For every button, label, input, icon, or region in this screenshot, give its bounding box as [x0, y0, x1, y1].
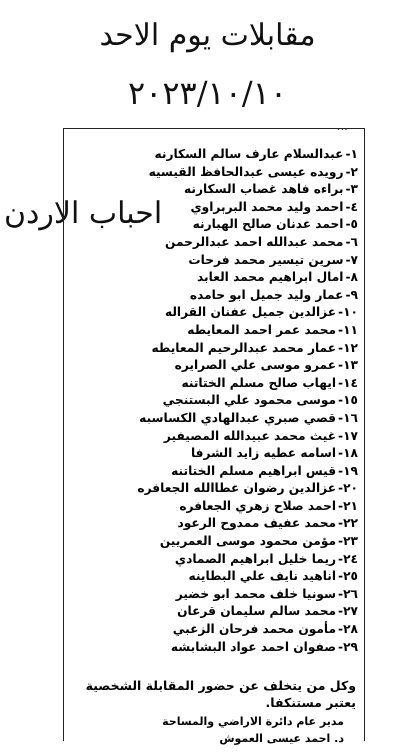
entry-name: براءه فاهد غصاب السكارنه — [183, 182, 344, 197]
entry-number: ١٨- — [338, 446, 358, 461]
entry-number: ١- — [345, 147, 358, 161]
list-item — [66, 463, 358, 481]
signature-name: د. احمد عيسى العموش — [219, 732, 344, 745]
date-heading: ٢٠٢٣/١٠/١٠ — [127, 74, 288, 112]
entry-number: ٨- — [345, 270, 358, 285]
list-item — [66, 621, 358, 639]
entry-number: ٥- — [345, 217, 358, 232]
entry-number: ٢- — [345, 164, 358, 179]
page-title: مقابلات يوم الاحد — [99, 18, 316, 53]
list-item — [66, 252, 358, 270]
entry-number: ٢٦- — [338, 586, 358, 601]
entry-name: مؤمن محمود موسى العمريين — [159, 534, 337, 549]
list-item — [66, 428, 358, 446]
entry-name: سرين تيسير محمد فرحات — [188, 252, 344, 267]
entry-name: ايهاب صالح مسلم الختاتنه — [181, 375, 337, 390]
list-item — [66, 498, 358, 516]
entry-name: صفوان احمد عواد البشابشه — [170, 639, 337, 654]
entry-name: ريما خليل ابراهيم الصمادي — [174, 551, 337, 566]
entry-number: ٢٤- — [338, 551, 358, 566]
list-item — [66, 199, 358, 217]
list-item — [66, 357, 358, 375]
entry-number: ١٣- — [338, 358, 358, 373]
entry-number: ٢١- — [338, 498, 358, 513]
list-item — [66, 639, 358, 657]
entry-number: ٢٨- — [338, 622, 358, 637]
entry-name: سونيا خلف محمد ابو خضير — [175, 586, 337, 601]
entry-name: محمد سالم سليمان قرعان — [177, 604, 337, 619]
entry-number: ١٠- — [338, 305, 358, 320]
cutoff-text: ... — [336, 119, 348, 133]
list-item — [66, 392, 358, 410]
entry-name: عمار وليد جميل ابو حامده — [189, 287, 344, 302]
list-item — [66, 269, 358, 287]
list-item — [66, 480, 358, 498]
entry-name: عزالدين جميل عفنان القراله — [164, 305, 337, 320]
entry-number: ٤- — [345, 199, 358, 214]
entry-name: قصي صبري عبدالهادي الكساسبه — [139, 410, 337, 425]
list-item — [66, 551, 358, 569]
entry-name: قيس ابراهيم مسلم الختاتنه — [171, 463, 337, 478]
announcement-document — [63, 119, 365, 745]
list-item — [66, 515, 358, 533]
entry-name: محمد عبدالله احمد عبدالرحمن — [164, 234, 344, 249]
list-item — [66, 410, 358, 428]
entry-name: عمار محمد عبدالرحيم المعايطه — [151, 340, 337, 355]
entry-name: رويده عيسى عبدالحافظ القيسيه — [148, 164, 344, 179]
entry-number: ٢٠- — [338, 481, 358, 496]
entry-name: موسى محمود علي البستنجي — [162, 393, 337, 408]
list-item — [66, 181, 358, 199]
entry-name: اسامه عطيه زايد الشرفا — [190, 446, 337, 461]
entry-name: عبدالسلام عارف سالم السكارنه — [154, 147, 344, 161]
entry-number: ٢٧- — [338, 604, 358, 619]
entry-name: احمد صلاح زهري الجعافره — [179, 498, 337, 513]
signature-role: مدير عام دائرة الاراضي والمساحة — [162, 715, 344, 728]
entry-number: ١٤- — [338, 375, 358, 390]
entry-number: ١٦- — [338, 410, 358, 425]
entry-number: ٢٢- — [338, 516, 358, 531]
list-item — [66, 164, 358, 182]
list-item — [66, 234, 358, 252]
list-item — [66, 340, 358, 358]
watermark-text: احباب الاردن — [4, 196, 163, 231]
entry-number: ٢٩- — [338, 639, 358, 654]
entry-name: عزالدين رضوان عطاالله الجعافره — [137, 481, 337, 496]
entry-number: ١٥- — [338, 393, 358, 408]
entry-number: ١٢- — [338, 340, 358, 355]
absence-note: وكل من يتخلف عن حضور المقابلة الشخصية يعتبر مستنكفا. — [85, 678, 356, 710]
entry-number: ٢٥- — [338, 569, 358, 584]
entry-number: ٧- — [345, 252, 358, 267]
entry-number: ١٩- — [338, 463, 358, 478]
list-item — [66, 287, 358, 305]
entry-number: ١١- — [338, 322, 358, 337]
list-item — [66, 375, 358, 393]
entry-number: ٦- — [345, 234, 358, 249]
list-item — [66, 216, 358, 234]
entry-name: احمد وليد محمد البرېراوي — [190, 199, 344, 214]
entry-name: احمد عدنان صالح الهبارنه — [192, 217, 344, 232]
list-item — [66, 586, 358, 604]
entry-number: ٢٣- — [338, 534, 358, 549]
candidate-list — [66, 146, 358, 656]
list-item — [66, 603, 358, 621]
entry-name: اناهيد نايف علي البطاينه — [188, 569, 337, 584]
entry-number: ١٧- — [338, 428, 358, 443]
entry-name: محمد عفيف ممدوح الرعود — [177, 516, 337, 531]
entry-name: مأمون محمد فرحان الزعبي — [172, 622, 337, 637]
entry-name: محمد عمر احمد المعايطه — [187, 322, 337, 337]
list-item — [66, 322, 358, 340]
entry-number: ٩- — [345, 287, 358, 302]
entry-name: عمرو موسى علي الصرايره — [174, 358, 337, 373]
entry-name: امال ابراهيم محمد العابد — [197, 270, 344, 285]
list-item — [66, 146, 358, 164]
list-item — [66, 568, 358, 586]
list-item — [66, 445, 358, 463]
list-item — [66, 304, 358, 322]
entry-number: ٣- — [345, 182, 358, 197]
list-item — [66, 533, 358, 551]
entry-name: غيث محمد عبيدالله المصيفير — [163, 428, 337, 443]
